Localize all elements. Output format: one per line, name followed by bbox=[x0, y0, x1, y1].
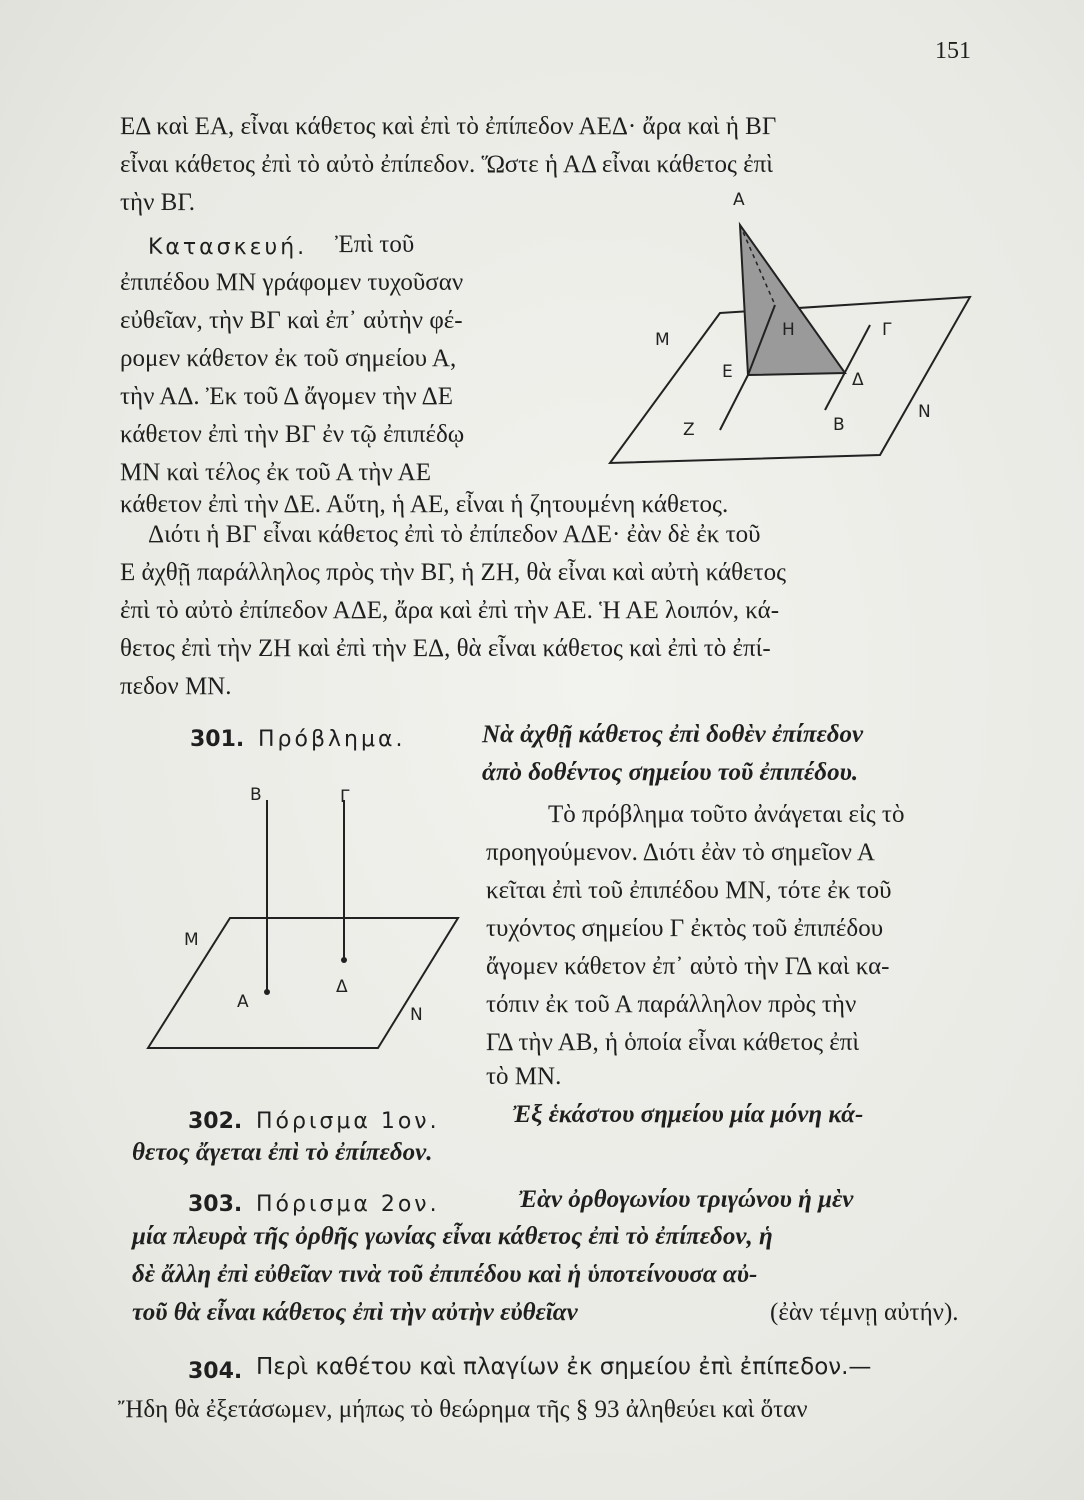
point-a bbox=[264, 989, 270, 995]
text-line: ἄγομεν κάθετον ἐπ᾽ αὐτὸ τὴν ΓΔ καὶ κα- bbox=[486, 953, 890, 980]
construction-heading: Κατασκευή. bbox=[148, 235, 308, 260]
point-d bbox=[341, 957, 347, 963]
text-line: ΕΔ καὶ ΕΑ, εἶναι κάθετος καὶ ἐπὶ τὸ ἐπίπεδον ΑΕΔ· ἄρα καὶ ἡ ΒΓ bbox=[120, 113, 777, 140]
text-line: ρομεν κάθετον ἐκ τοῦ σημείου Α, bbox=[120, 345, 457, 372]
section-heading: Πόρισμα 1ον. bbox=[256, 1109, 440, 1134]
text-line: θετος ἐπὶ τὴν ΖΗ καὶ ἐπὶ τὴν ΕΔ, θὰ εἶναι κάθετος καὶ ἐπὶ τὸ ἐπί- bbox=[120, 635, 771, 662]
text-line: ΓΔ τὴν ΑΒ, ἡ ὁποία εἶναι κάθετος ἐπὶ bbox=[486, 1029, 860, 1056]
text-line: Ε ἀχθῇ παράλληλος πρὸς τὴν ΒΓ, ἡ ΖΗ, θὰ εἶναι καὶ αὐτὴ κάθετος bbox=[120, 559, 786, 586]
text-line: προηγούμενον. Διότι ἐὰν τὸ σημεῖον Α bbox=[486, 839, 875, 866]
text-line: εὐθεῖαν, τὴν ΒΓ καὶ ἐπ᾽ αὐτὴν φέ- bbox=[120, 307, 463, 334]
section-number: 301. bbox=[190, 727, 245, 752]
text-line: ΜΝ καὶ τέλος ἐκ τοῦ Α τὴν ΑΕ bbox=[120, 459, 431, 486]
label-h: H bbox=[782, 320, 795, 340]
label-n: N bbox=[918, 402, 931, 422]
text-line: τὴν ΑΔ. Ἐκ τοῦ Δ ἄγομεν τὴν ΔΕ bbox=[120, 383, 453, 410]
text-line: κάθετον ἐπὶ τὴν ΔΕ. Αὕτη, ἡ ΑΕ, εἶναι ἡ ζητουμένη κάθετος. bbox=[120, 491, 729, 518]
text-line: Διότι ἡ ΒΓ εἶναι κάθετος ἐπὶ τὸ ἐπίπεδον ΑΔΕ· ἐὰν δὲ ἐκ τοῦ bbox=[148, 521, 761, 548]
label-a: A bbox=[237, 992, 249, 1012]
page-number: 151 bbox=[935, 38, 971, 64]
problem-statement: Νὰ ἀχθῇ κάθετος ἐπὶ δοθὲν ἐπίπεδον bbox=[482, 721, 864, 748]
text-line: τόπιν ἐκ τοῦ Α παράλληλον πρὸς τὴν bbox=[486, 991, 857, 1018]
text-line: τὴν ΒΓ. bbox=[120, 189, 196, 216]
section-number: 302. bbox=[188, 1109, 243, 1134]
label-b: B bbox=[250, 785, 262, 805]
problem-statement: ἀπὸ δοθέντος σημείου τοῦ ἐπιπέδου. bbox=[482, 759, 859, 786]
label-z: Z bbox=[683, 420, 695, 440]
text-line: πεδον ΜΝ. bbox=[120, 673, 232, 700]
line-ze bbox=[720, 375, 748, 430]
label-g: Γ bbox=[882, 320, 892, 340]
text-line: εἶναι κάθετος ἐπὶ τὸ αὐτὸ ἐπίπεδον. Ὥστε ἡ ΑΔ εἶναι κάθετος ἐπὶ bbox=[120, 151, 774, 178]
corollary-statement: θετος ἄγεται ἐπὶ τὸ ἐπίπεδον. bbox=[132, 1139, 433, 1166]
label-n: N bbox=[410, 1005, 423, 1025]
section-number: 304. bbox=[188, 1359, 243, 1384]
section-heading: Πόρισμα 2ον. bbox=[256, 1192, 440, 1217]
corollary-statement: δὲ ἄλλη ἐπὶ εὐθεῖαν τινὰ τοῦ ἐπιπέδου καὶ ἡ ὑποτείνουσα αὐ- bbox=[132, 1261, 758, 1288]
figure-plane-perpendicular bbox=[600, 185, 990, 475]
text-line: Ἤδη θὰ ἐξετάσωμεν, μήπως τὸ θεώρημα τῆς § 93 ἀληθεύει καὶ ὅταν bbox=[118, 1396, 808, 1423]
figure-perpendiculars bbox=[140, 780, 470, 1080]
label-m: M bbox=[655, 330, 670, 350]
text-line: ἐπιπέδου ΜΝ γράφομεν τυχοῦσαν bbox=[120, 269, 464, 296]
corollary-statement: μία πλευρὰ τῆς ὀρθῆς γωνίας εἶναι κάθετος ἐπὶ τὸ ἐπίπεδον, ἡ bbox=[132, 1223, 773, 1250]
text-line: κάθετον ἐπὶ τὴν ΒΓ ἐν τῷ ἐπιπέδῳ bbox=[120, 421, 465, 448]
text-line: Ἐπὶ τοῦ bbox=[335, 231, 415, 258]
text-line: ἐπὶ τὸ αὐτὸ ἐπίπεδον ΑΔΕ, ἄρα καὶ ἐπὶ τὴν ΑΕ. Ἡ ΑΕ λοιπόν, κά- bbox=[120, 597, 780, 624]
text-line: τυχόντος σημείου Γ ἐκτὸς τοῦ ἐπιπέδου bbox=[486, 915, 884, 942]
text-line: Τὸ πρόβλημα τοῦτο ἀνάγεται εἰς τὸ bbox=[548, 801, 905, 828]
text-line: κεῖται ἐπὶ τοῦ ἐπιπέδου ΜΝ, τότε ἐκ τοῦ bbox=[486, 877, 892, 904]
text-line: τὸ ΜΝ. bbox=[486, 1063, 562, 1090]
label-m: M bbox=[184, 930, 199, 950]
section-heading: Περὶ καθέτου καὶ πλαγίων ἐκ σημείου ἐπὶ ἐπίπεδον.— bbox=[256, 1354, 872, 1380]
corollary-statement: Ἐξ ἑκάστου σημείου μία μόνη κά- bbox=[512, 1101, 864, 1128]
label-d: Δ bbox=[336, 977, 348, 997]
label-g: Γ bbox=[340, 787, 350, 807]
label-d: Δ bbox=[852, 370, 864, 390]
section-number: 303. bbox=[188, 1192, 243, 1217]
label-a: A bbox=[733, 190, 745, 210]
section-heading: Πρόβλημα. bbox=[258, 727, 406, 752]
corollary-statement: τοῦ θὰ εἶναι κάθετος ἐπὶ τὴν αὐτὴν εὐθεῖαν bbox=[132, 1299, 578, 1326]
text-line: (ἐὰν τέμνῃ αὐτήν). bbox=[770, 1299, 959, 1326]
corollary-statement: Ἐὰν ὀρθογωνίου τριγώνου ἡ μὲν bbox=[518, 1186, 854, 1213]
label-b: B bbox=[833, 415, 845, 435]
label-e: E bbox=[722, 362, 733, 382]
